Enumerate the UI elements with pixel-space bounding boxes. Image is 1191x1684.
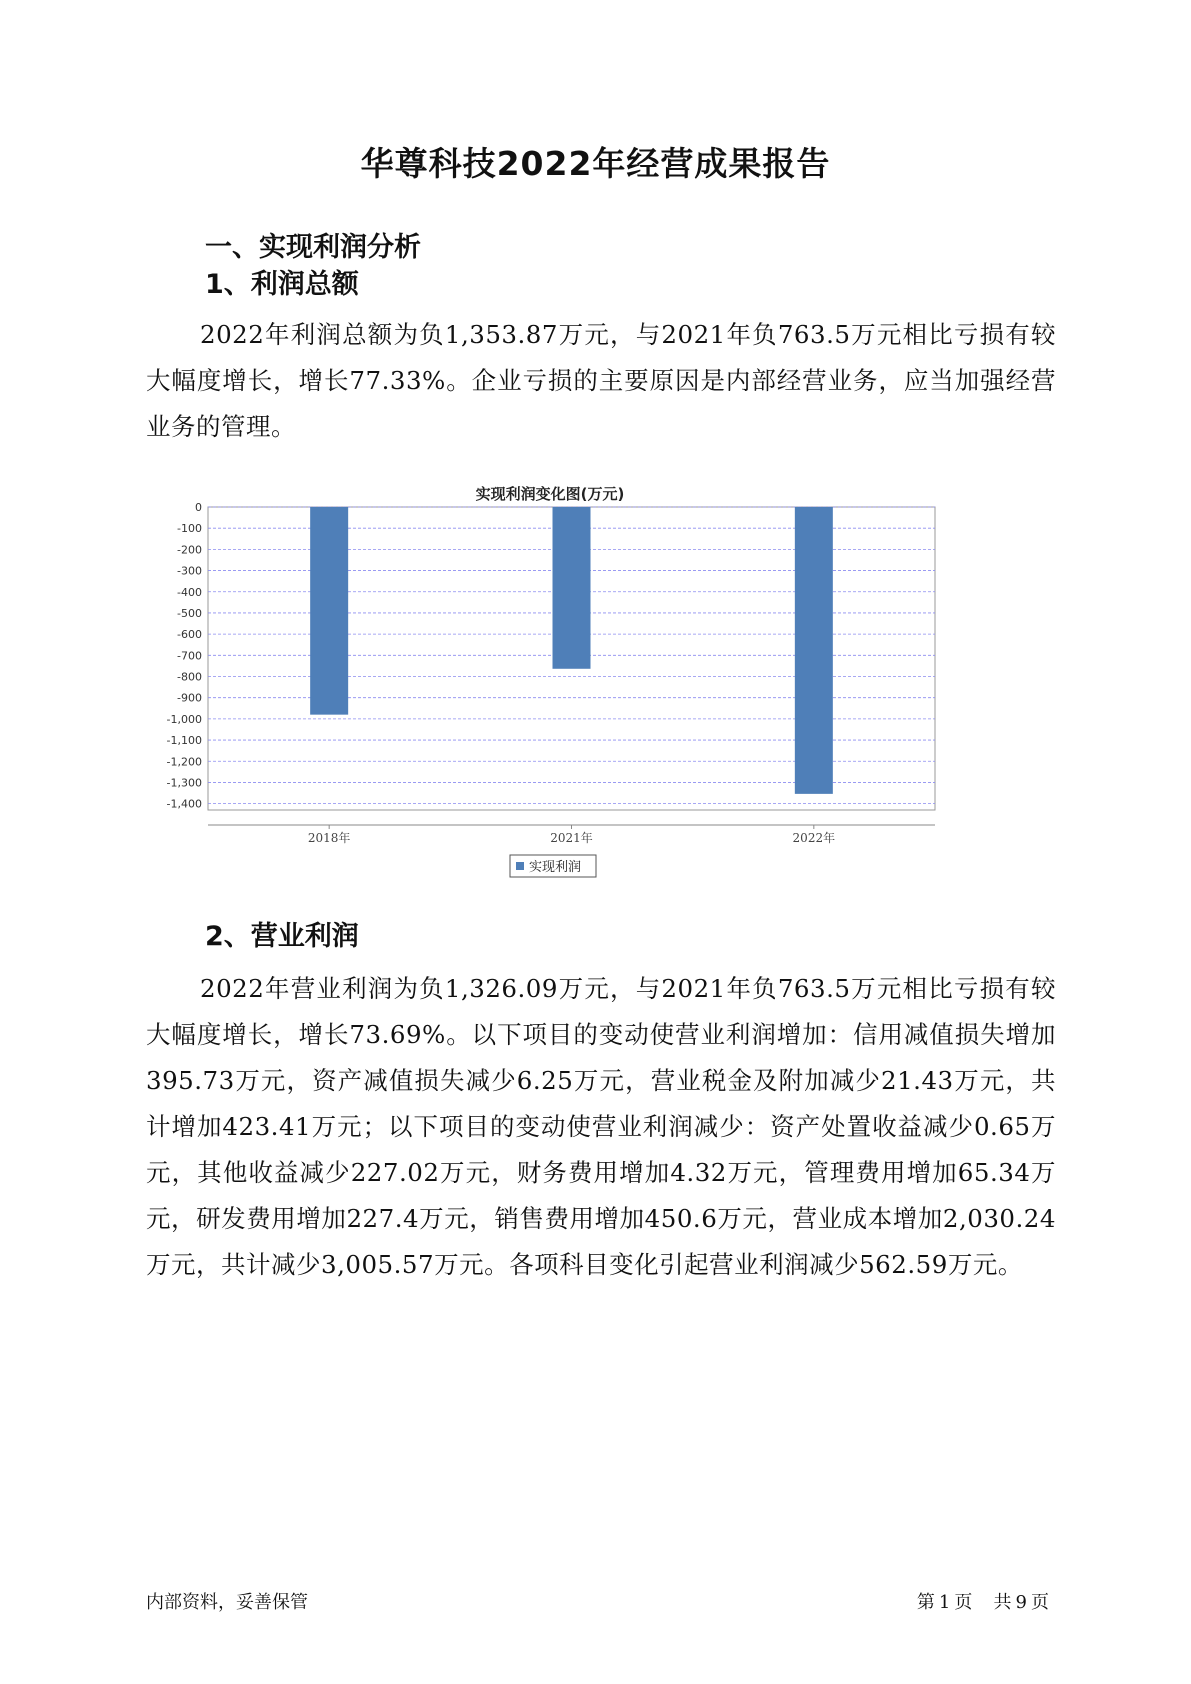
document-title: 华尊科技2022年经营成果报告 — [360, 144, 831, 183]
subsection-heading-total-profit: 1、利润总额 — [205, 269, 359, 300]
operating-profit-paragraph: 2022年营业利润为负1,326.09万元，与2021年负763.5万元相比亏损有较大幅度增长，增长73.69%。以下项目的变动使营业利润增加：信用减值损失增加395.73万元，资产减值损失减少6.25万元，营业税金及附加减少21.43万元，共计增加423.41万元；以下项目的变动使营业利润减少：资产处置收益减少0.65万元，其他收益减少227.02万元，财务费用增加4.32万元，管理费用增加65.34万元，研发费用增加227.4万元，销售费用增加450.6万元，营业成本增加2,030.24万元，共计减少3,005.57万元。各项科目变化引起营业利润减少562.59万元。 — [146, 974, 1056, 1279]
page-prefix: 第 — [916, 1592, 935, 1613]
subsection-heading-operating-profit: 2、营业利润 — [205, 921, 359, 952]
total-unit: 页 — [1031, 1592, 1049, 1613]
y-tick-label: -500 — [177, 606, 202, 620]
y-tick-label: -700 — [177, 649, 202, 663]
legend-swatch — [516, 862, 524, 870]
profit-chart — [150, 485, 1030, 955]
profit-bar-chart — [150, 485, 1030, 955]
y-tick-label: -1,100 — [166, 734, 202, 748]
page-unit: 页 — [954, 1592, 973, 1613]
legend-label: 实现利润 — [529, 860, 582, 875]
bar — [795, 507, 833, 794]
page-number: 1 — [938, 1592, 951, 1613]
y-tick-label: -1,300 — [166, 776, 202, 790]
chart-title: 实现利润变化图(万元) — [475, 485, 625, 503]
y-tick-label: -200 — [177, 543, 202, 557]
y-tick-label: -300 — [177, 564, 202, 578]
total-profit-paragraph: 2022年利润总额为负1,353.87万元，与2021年负763.5万元相比亏损有较大幅度增长，增长77.33%。企业亏损的主要原因是内部经营业务，应当加强经营业务的管理。 — [146, 320, 1056, 441]
x-tick-label: 2018年 — [307, 831, 351, 845]
y-tick-label: -600 — [177, 628, 202, 642]
y-tick-label: -1,200 — [166, 755, 202, 769]
y-tick-label: -100 — [177, 522, 202, 536]
bar — [310, 507, 348, 715]
bar — [553, 507, 591, 669]
total-pages: 9 — [1015, 1592, 1027, 1613]
y-tick-label: -900 — [177, 691, 202, 705]
y-tick-label: -1,000 — [166, 712, 202, 726]
footer-page-info — [915, 1588, 1051, 1614]
y-tick-label: -1,400 — [166, 797, 202, 811]
total-prefix: 共 — [993, 1592, 1012, 1613]
x-tick-label: 2022年 — [792, 831, 836, 845]
footer-confidential-note: 内部资料，妥善保管 — [146, 1592, 308, 1613]
y-tick-label: 0 — [195, 501, 202, 514]
y-tick-label: -800 — [177, 670, 202, 684]
y-tick-label: -400 — [177, 585, 202, 599]
section-heading-profit-analysis: 一、实现利润分析 — [205, 232, 421, 263]
x-tick-label: 2021年 — [550, 831, 593, 845]
